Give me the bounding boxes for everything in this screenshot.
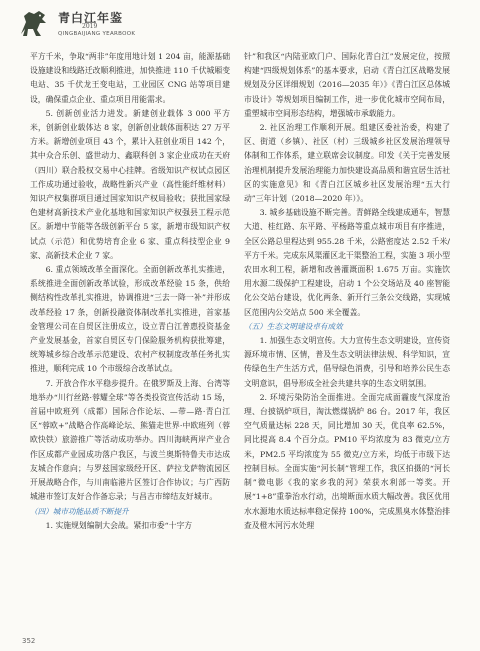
body-paragraph: 针”和我区“内陆亚欧门户、国际化青白江”发展定位，按照构建“四级规划体系”的基本要求，启动《青白江区战略发展规划及分区详细规划（2016—2035 年）》《青白江区总体城市设计》等规划项目编制工作，进一步优化城市空间布局，重塑城市空间形态结构，增强城市承载能力。	[244, 52, 450, 118]
body-paragraph: 5. 创新创业活力进发。新建创业载体 3 000 平方米，创新创业载体达 8 家，创新创业载体面积达 27 万平方米。新增创业项目 43 个，累计入驻创业项目 142 个，其中众合乐创、盛世动力、鑫联科创 3 家企业成功在天府（四川）联合股权交易中心挂牌。省级知识产权试点园区工作成功通过验收，战略性新兴产业（高性能纤维材料）知识产权集群项目通过国家知识产权局验收；获批国家绿色建材高新技术产业化基地和国家知识产权强县工程示范区。新增中节能等各级创新平台 5 家，新增市级知识产权试点（示范）和优势培育企业 6 家、重点科技型企业 9 家、高新技术企业 7 家。	[30, 108, 230, 260]
left-column	[30, 50, 230, 533]
yearbook-title: 青白江年鉴	[58, 11, 124, 25]
yearbook-english-title: QINGBAIJIANG YEARBOOK	[58, 31, 136, 37]
body-paragraph: 6. 重点领域改革全面深化。全面创新改革扎实推进，系统推进全面创新改革试验，形成改革经验 15 条，供给侧结构性改革扎实推进，协调推进“三去一降一补”并形成改革经验 17 条，创新投融资体制改革扎实推进，首家基金管理公司在自贸区注册成立，设立青白江普惠投资基金产业发展基金，首家自贸区专门保险服务机构获批筹建，统筹城乡综合改革示范建设、农村产权制度改革任务扎实推进，顺利完成 10 个市级综合改革试点。	[30, 265, 230, 374]
body-paragraph: 2. 社区治理工作顺利开展。组建区委社治委，构建了区、街道（乡镇）、社区（村）三级城乡社区发展治理领导体制和工作体系，建立联席会议制度。印发《关于完善发展治理机制提升发展治理能力加快建设高品质和谐宜居生活社区的实施意见》和《青白江区城乡社区发展治理“五大行动”三年计划（2018—2020 年）》。	[244, 123, 450, 204]
right-column	[244, 50, 450, 533]
yearbook-year: 2019	[82, 23, 98, 30]
page-number: 352	[22, 637, 36, 645]
body-paragraph: 1. 加强生态文明宣传。大力宣传生态文明建设，宣传资源环境市情、区情，普及生态文明法律法规、科学知识，宣传绿色生产生活方式，倡导绿色消费，引导和培养公民生态文明意识，倡导形成全社会共建共享的生态文明氛围。	[244, 336, 450, 388]
body-paragraph: 7. 开放合作水平稳步提升。在俄罗斯及上海、台湾等地举办“川行丝路·蓉耀全球”等各类投资宣传活动 15 场，首届中欧班列（成都）国际合作论坛、—带—路·青白江区“蓉欧+”战略合作高峰论坛、熊猫走世界·中欧班列（蓉欧快铁）旅游推广等活动成功举办。四川海峡两岸产业合作区成都产业园成功落户我区，与波兰奥斯特鲁夫市达成友城合作意向；与罗兹国家级经开区、萨拉戈萨物流园区开展战略合作，与川南临港片区签订合作协议；与广西防城港市签订友好合作备忘录；与昌吉市缔结友好城市。	[30, 378, 230, 502]
section-heading: （五）生态文明建设卓有成效	[244, 321, 343, 331]
section-heading: （四）城市功能品质不断提升	[30, 506, 129, 516]
horse-logo-icon	[18, 8, 50, 38]
body-paragraph: 3. 城乡基础设施不断完善。青鲜路全线建成通车，智慧大道、桂红路、东平路、平杨路等重点城市项目有序推进，全区公路总里程达到 955.28 千米，公路密度达 2.52 千米/平方千米。完成东风渠灌区北干渠整治工程，实施 3 项小型农田水利工程，新增和改善灌溉面积 1.675 万亩。实施饮用水源二级保护工程建设，启动 1 个公交场站及 40 座智能化公交站台建设，优化两条、新开行三条公交线路，实现城区范围内公交站点 500 米全覆盖。	[244, 208, 450, 317]
yearbook-header	[18, 6, 218, 42]
body-paragraph: 2. 环境污染防治全面推进。全面完成面霾废气深度治理、台披锅炉项目，淘汰燃煤锅炉 86 台。2017 年，我区空气质量达标 228 天，同比增加 30 天，优良率 62.5%，同比提高 8.4 个百分点。PM10 平均浓度为 83 微克/立方米，PM2.5 平均浓度为 55 微克/立方米，均低于市级下达控制目标。全面实施“河长制”管理工作，我区拍摄的“河长制”微电影《我的家乡我的河》荣获水利部一等奖。开展“1+8”重拳治水行动，出境断面水质大幅改善。我区优用水水源地水质达标率稳定保持 100%，完成黑臭水体整治排查及橙木河污水处理	[244, 392, 450, 530]
body-paragraph: 平方千米，争取“两非”年度用地计划 1 204 亩，能源基础设施建设和线路迁改顺利推进，加快推进 110 千伏城厢变电站、35 千伏龙王变电站，工业园区 CNG 站等项目建设，确保重点企业、重点项目用能需求。	[30, 52, 230, 104]
body-paragraph: 1. 实施规划编制大会战。紧扣市委“十字方	[45, 520, 193, 530]
